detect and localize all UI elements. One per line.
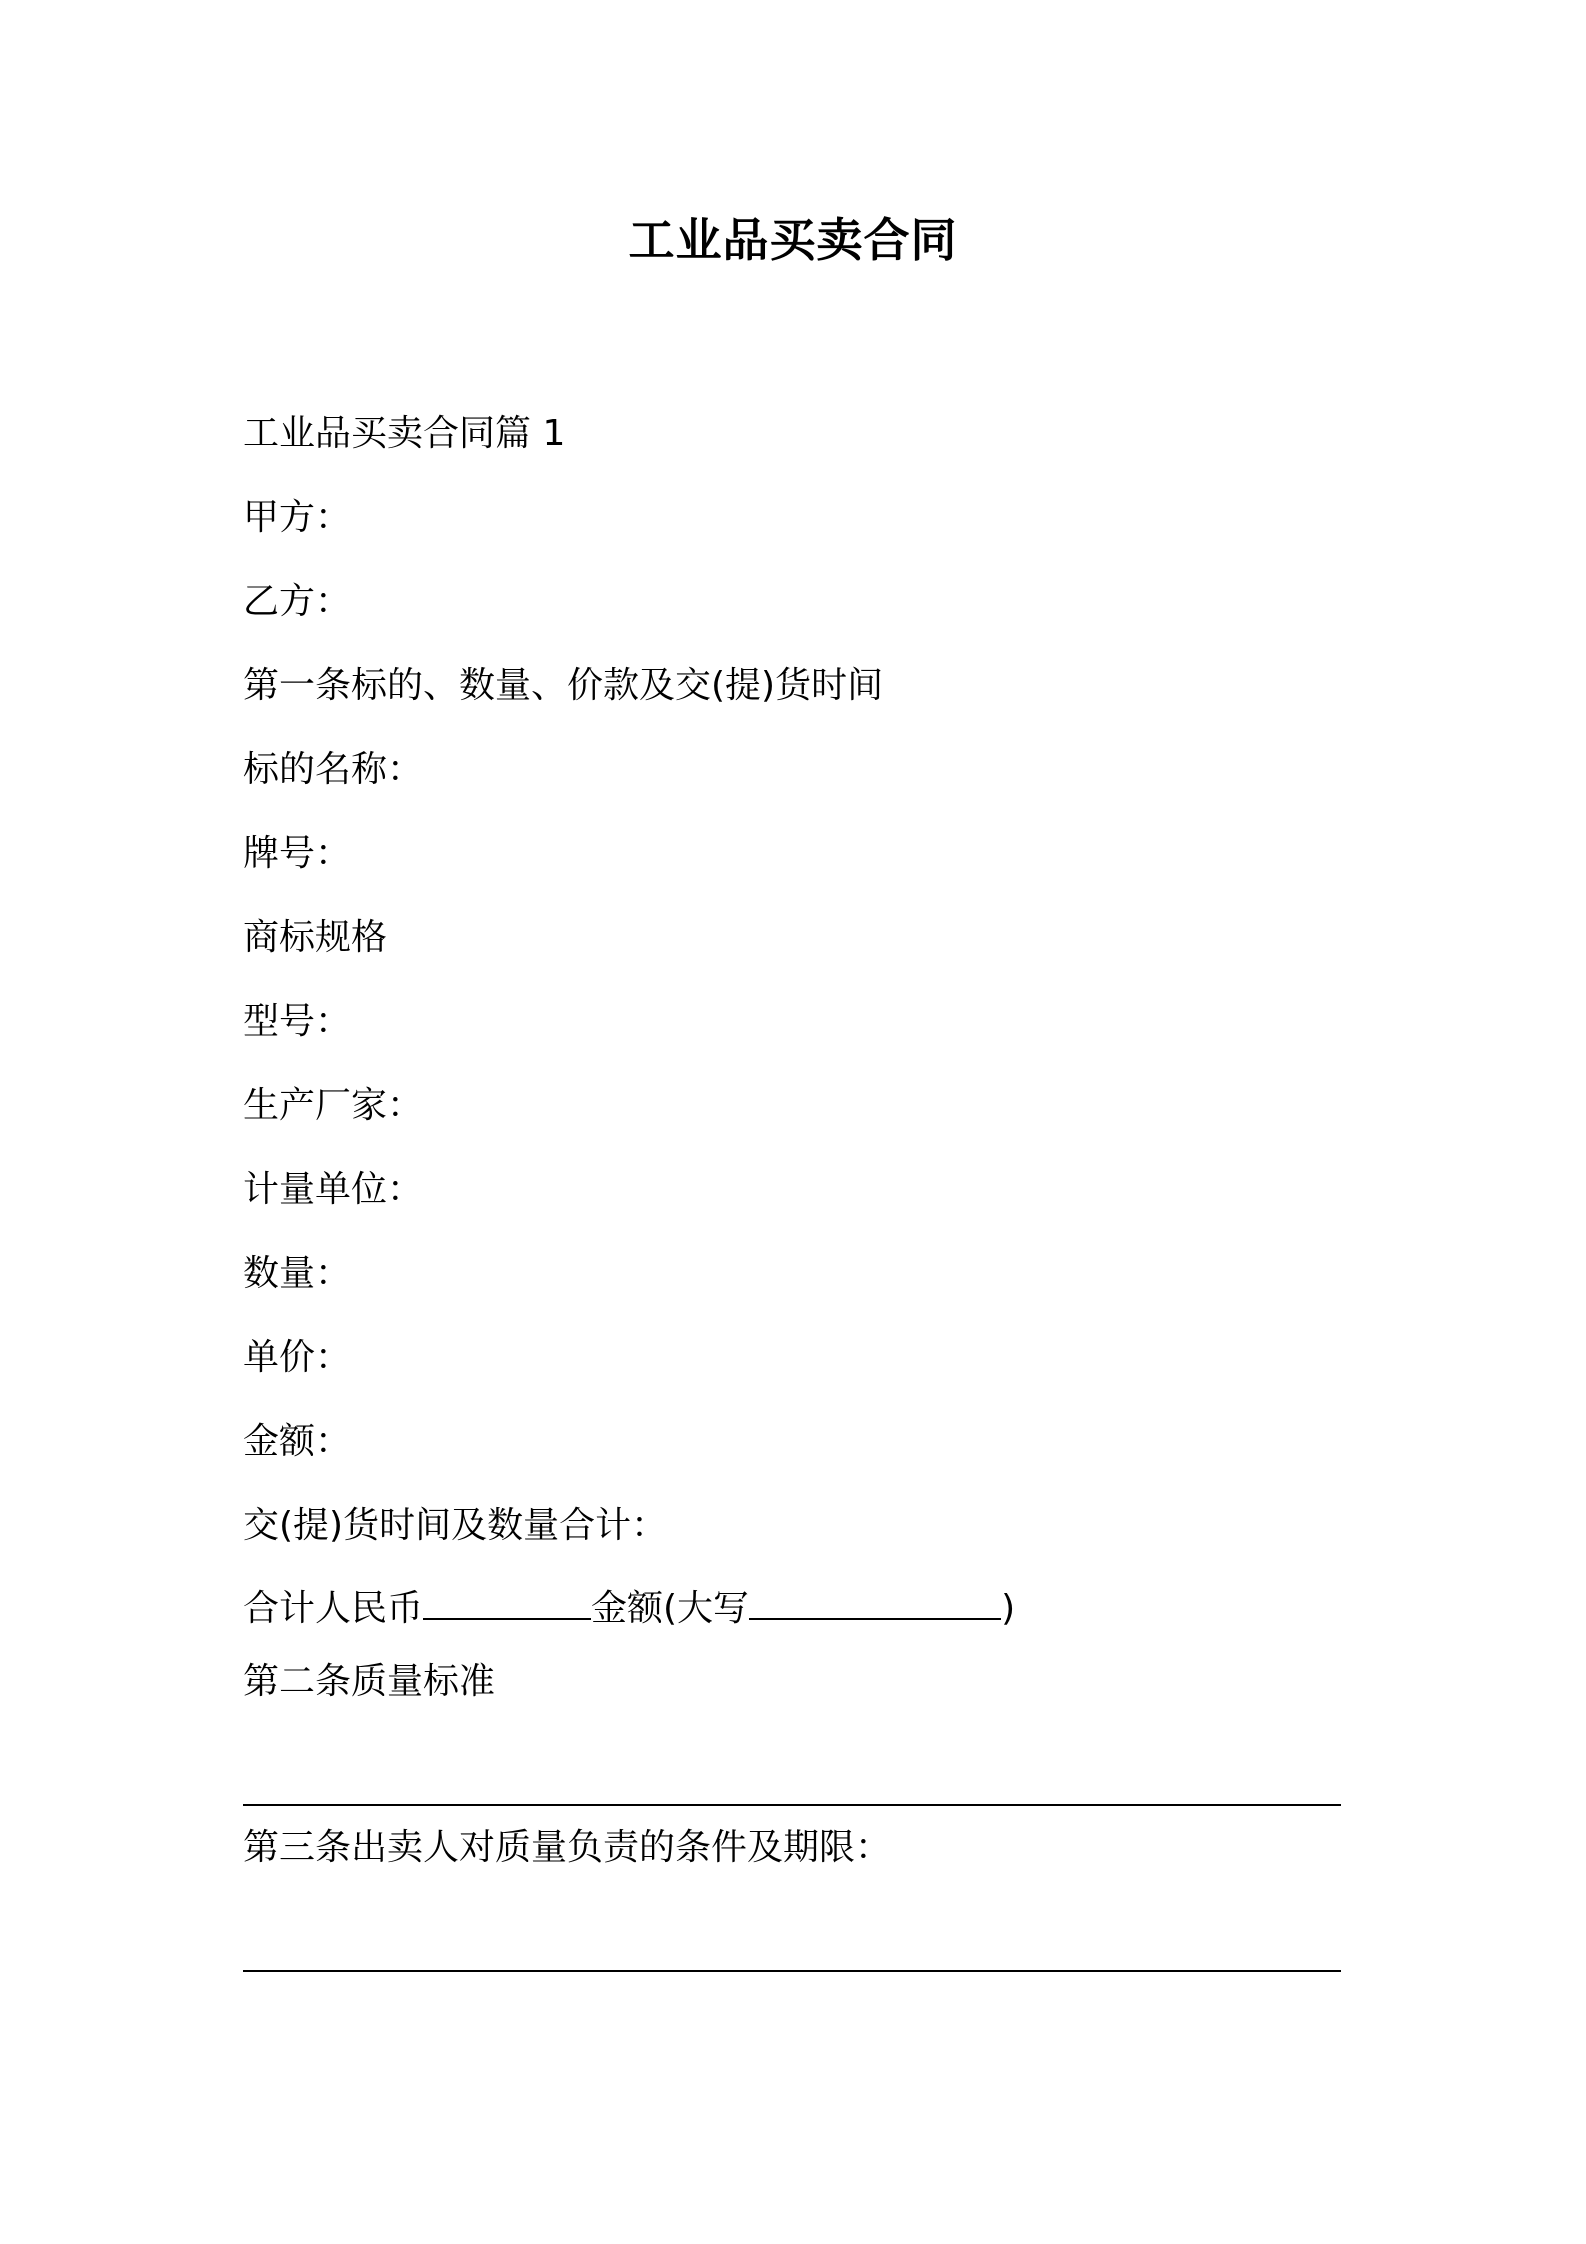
amount-label: 金额： [243,1421,352,1462]
total-rmb-line [243,1580,1353,1658]
quantity-label: 数量： [243,1253,352,1294]
amount-uppercase-blank [749,1580,1001,1620]
quality-terms-blank [243,1924,1353,1990]
delivery-time-label: 交(提)货时间及数量合计： [243,1505,668,1546]
model-label: 型号： [243,1001,352,1042]
quality-standard-blank [243,1758,1353,1824]
contract-body [243,410,1353,1990]
subject-name-label: 标的名称： [243,749,424,790]
total-rmb-label: 合计人民币 [243,1588,424,1629]
article-3-heading: 第三条出卖人对质量负责的条件及期限： [243,1827,892,1868]
article-1-heading: 第一条标的、数量、价款及交(提)货时间 [243,665,884,706]
unit-label: 计量单位： [243,1169,424,1210]
closing-paren: ) [1001,1588,1016,1629]
blank-rule [243,1970,1341,1972]
section-heading: 工业品买卖合同篇 1 [243,413,566,454]
party-b-label: 乙方： [243,581,352,622]
party-a-label: 甲方： [243,497,352,538]
document-title: 工业品买卖合同 [628,213,958,267]
trademark-spec-label: 商标规格 [243,917,388,958]
amount-uppercase-label: 金额(大写 [591,1588,750,1629]
total-rmb-blank [423,1580,591,1620]
blank-rule [243,1804,1341,1806]
article-2-heading: 第二条质量标准 [243,1661,496,1702]
unit-price-label: 单价： [243,1337,352,1378]
brand-label: 牌号： [243,833,352,874]
manufacturer-label: 生产厂家： [243,1085,424,1126]
